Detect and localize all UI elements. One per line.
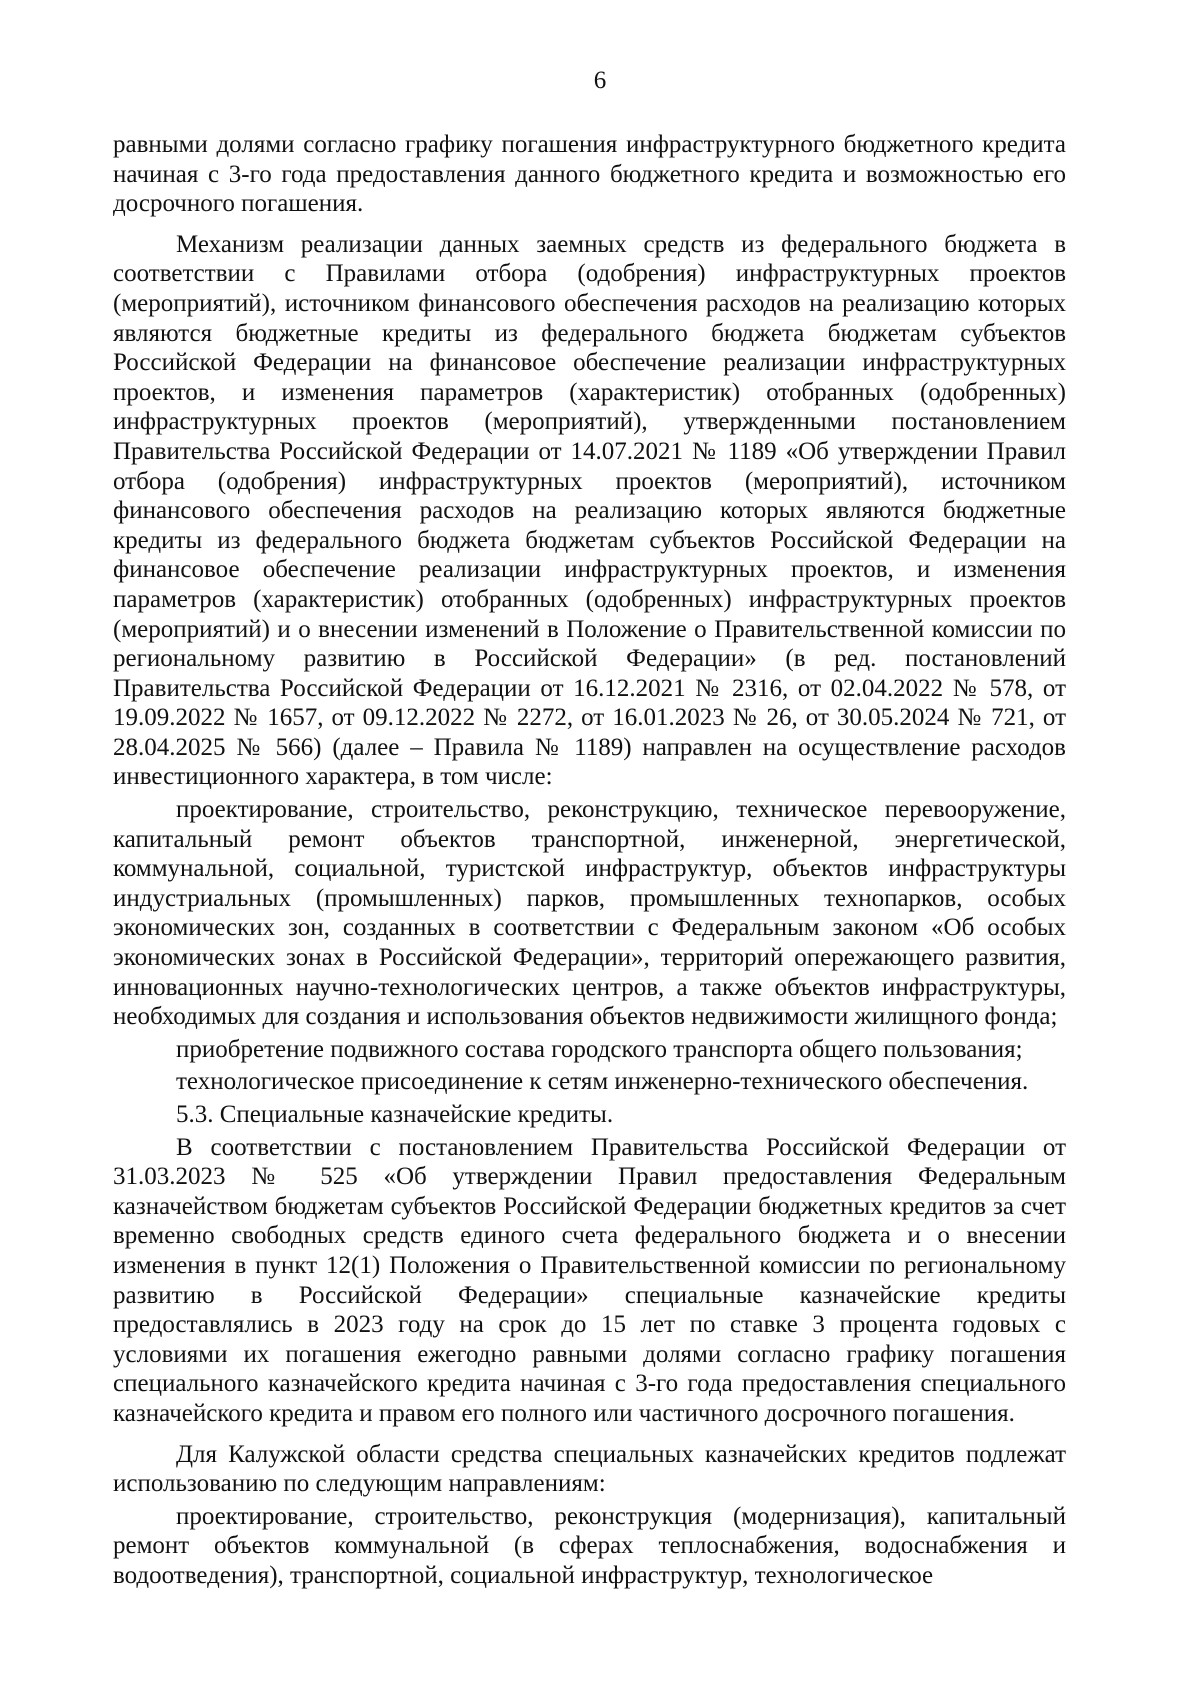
paragraph-kaluga: Для Калужской области средства специальных казначейских кредитов подлежат использованию по следующим направлениям: xyxy=(113,1440,1066,1498)
section-heading-5-3: 5.3. Специальные казначейские кредиты. xyxy=(176,1101,614,1128)
paragraph-continuation: равными долями согласно графику погашения инфраструктурного бюджетного кредита начиная с 3-го года предоставления данного бюджетного кредита и возможностью его досрочного погашения. xyxy=(113,131,1066,218)
paragraph-list-kaluga: проектирование, строительство, реконструкция (модернизация), капитальный ремонт объектов коммунальной (в сферах теплоснабжения, водоснабжения и водоотведения), транспортной, социальной инфраструктур, технологическое xyxy=(113,1502,1066,1589)
paragraph-list-design: проектирование, строительство, реконструкцию, техническое перевооружение, капитальный ремонт объектов транспортной, инженерной, энергетической, коммунальной, социальной, туристской инфраструктур, объектов инфраструктуры индустриальных (промышленных) парков, промышленных технопарков, особых экономических зон, созданных в соответствии с Федеральным законом «Об особых экономических зонах в Российской Федерации», территорий опережающего развития, инновационных научно-технологических центров, а также объектов инфраструктуры, необходимых для создания и использования объектов недвижимости жилищного фонда; xyxy=(113,796,1066,1031)
page-number: 6 xyxy=(593,67,607,94)
paragraph-list-transport: приобретение подвижного состава городского транспорта общего пользования; xyxy=(176,1035,1023,1063)
paragraph-mechanism: Механизм реализации данных заемных средств из федерального бюджета в соответствии с Правилами отбора (одобрения) инфраструктурных проектов (мероприятий), источником финансового обеспечения расходов на реализацию которых являются бюджетные кредиты из федерального бюджета бюджетам субъектов Российской Федерации на финансовое обеспечение реализации инфраструктурных проектов, и изменения параметров (характеристик) отобранных (одобренных) инфраструктурных проектов (мероприятий), утвержденными постановлением Правительства Российской Федерации от 14.07.2021 № 1189 «Об утверждении Правил отбора (одобрения) инфраструктурных проектов (мероприятий), источником финансового обеспечения расходов на реализацию которых являются бюджетные кредиты из федерального бюджета бюджетам субъектов Российской Федерации на финансовое обеспечение реализации инфраструктурных проектов, и изменения параметров (характеристик) отобранных (одобренных) инфраструктурных проектов (мероприятий) и о внесении изменений в Положение о Правительственной комиссии по региональному развитию в Российской Федерации» (в ред. постановлений Правительства Российской Федерации от 16.12.2021 № 2316, от 02.04.2022 № 578, от 19.09.2022 № 1657, от 09.12.2022 № 2272, от 16.01.2023 № 26, от 30.05.2024 № 721, от 28.04.2025 № 566) (далее – Правила № 1189) направлен на осуществление расходов инвестиционного характера, в том числе: xyxy=(113,230,1066,791)
document-body xyxy=(113,130,1066,1591)
paragraph-treasury-credits: В соответствии с постановлением Правительства Российской Федерации от 31.03.2023 № 525 «Об утверждении Правил предоставления Федеральным казначейством бюджетам субъектов Российской Федерации бюджетных кредитов за счет временно свободных средств единого счета федерального бюджета и о внесении изменения в пункт 12(1) Положения о Правительственной комиссии по региональному развитию в Российской Федерации» специальные казначейские кредиты предоставлялись в 2023 году на срок до 15 лет по ставке 3 процента годовых с условиями их погашения ежегодно равными долями согласно графику погашения специального казначейского кредита начиная с 3-го года предоставления специального казначейского кредита и правом его полного или частичного досрочного погашения. xyxy=(113,1133,1066,1427)
paragraph-list-connection: технологическое присоединение к сетям инженерно-технического обеспечения. xyxy=(176,1068,1029,1096)
